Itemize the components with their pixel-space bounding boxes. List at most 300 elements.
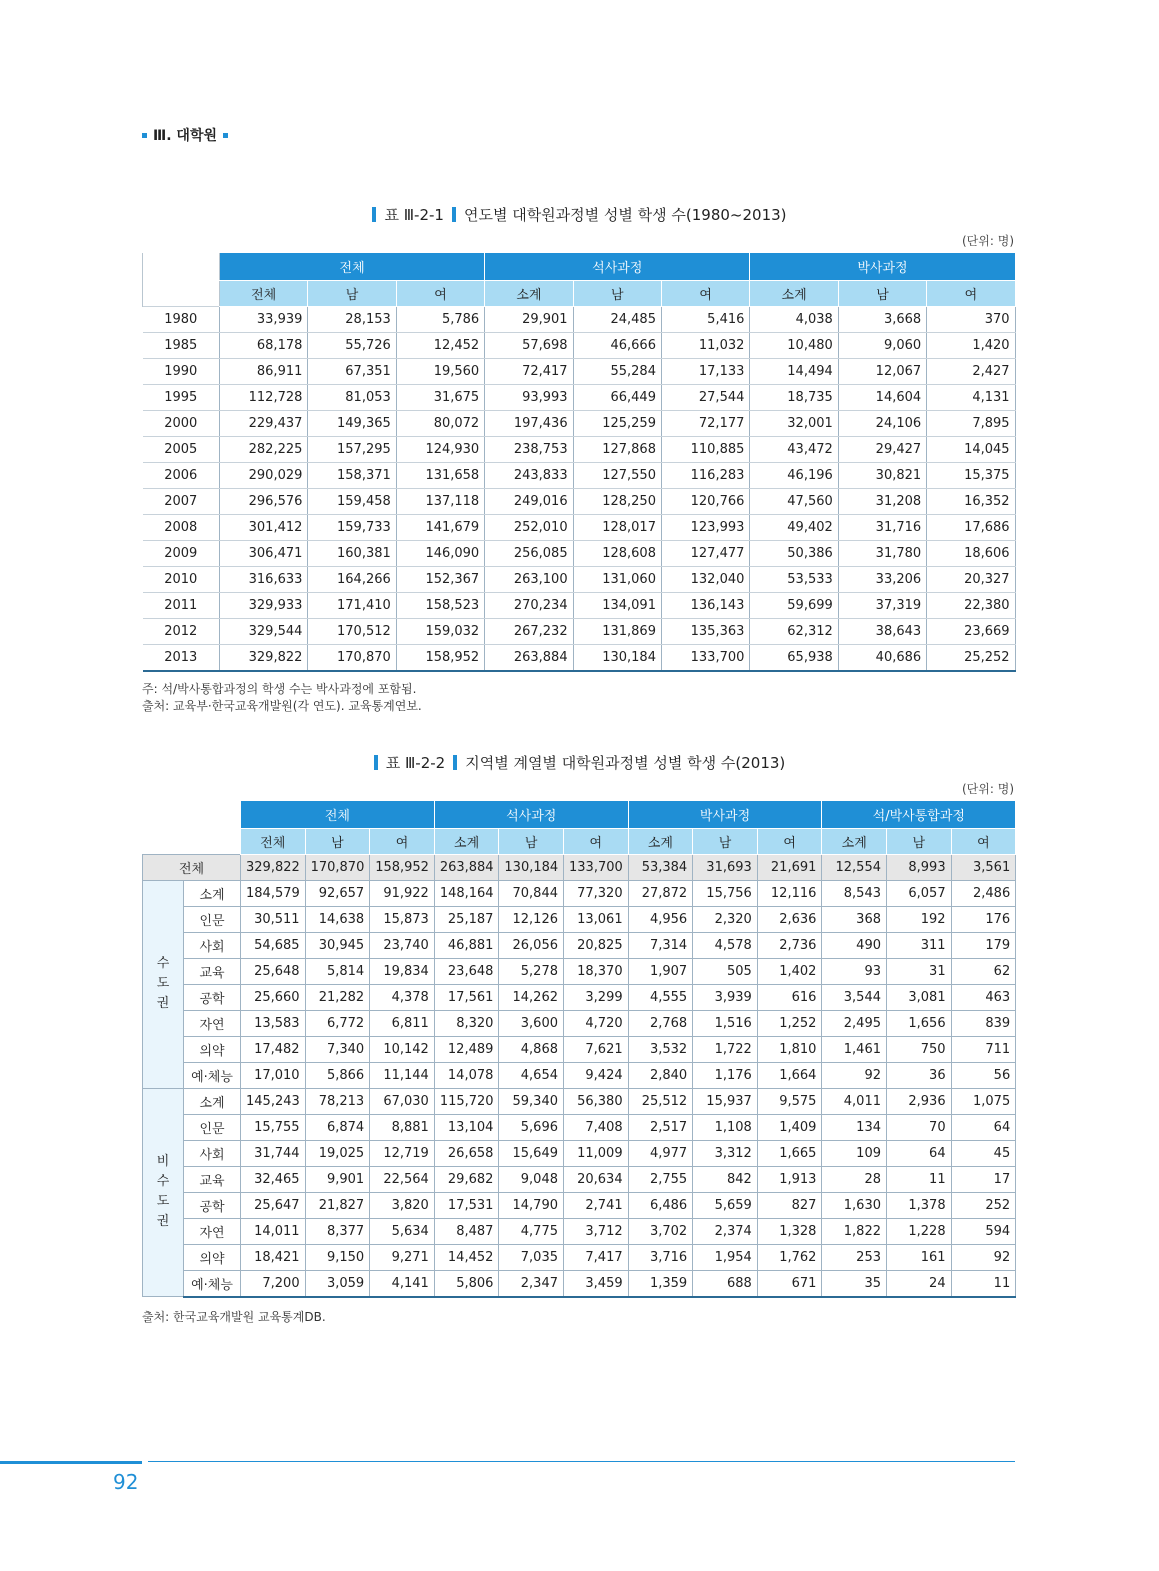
table-row <box>143 1140 1016 1166</box>
value-cell: 6,772 <box>305 1010 370 1036</box>
value-cell: 29,682 <box>434 1166 499 1192</box>
value-cell: 91,922 <box>370 880 435 906</box>
value-cell: 12,116 <box>757 880 822 906</box>
value-cell: 22,564 <box>370 1166 435 1192</box>
value-cell: 3,312 <box>693 1140 758 1166</box>
table2-subheader: 여 <box>757 829 822 855</box>
value-cell: 159,458 <box>308 488 396 514</box>
value-cell: 290,029 <box>220 462 308 488</box>
value-cell: 3,702 <box>628 1218 693 1244</box>
value-cell: 23,648 <box>434 958 499 984</box>
value-cell: 31 <box>887 958 952 984</box>
value-cell: 3,544 <box>822 984 887 1010</box>
table1-subheader: 여 <box>396 281 484 307</box>
table2-subheader: 소계 <box>434 829 499 855</box>
value-cell: 59,699 <box>750 592 838 618</box>
value-cell: 17,482 <box>241 1036 306 1062</box>
table-row <box>143 984 1016 1010</box>
value-cell: 31,208 <box>838 488 926 514</box>
year-cell: 2009 <box>143 540 220 566</box>
value-cell: 2,374 <box>693 1218 758 1244</box>
value-cell: 316,633 <box>220 566 308 592</box>
value-cell: 3,716 <box>628 1244 693 1270</box>
table-row <box>143 436 1016 462</box>
caption-bar-icon <box>452 207 456 222</box>
table-row <box>143 1114 1016 1140</box>
table-row <box>143 306 1016 332</box>
value-cell: 8,320 <box>434 1010 499 1036</box>
field-label: 교육 <box>184 958 241 984</box>
value-cell: 267,232 <box>485 618 573 644</box>
value-cell: 1,402 <box>757 958 822 984</box>
table2-subheader: 여 <box>370 829 435 855</box>
value-cell: 282,225 <box>220 436 308 462</box>
value-cell: 5,814 <box>305 958 370 984</box>
value-cell: 26,056 <box>499 932 564 958</box>
table1-subheader: 남 <box>308 281 396 307</box>
section-header <box>142 125 228 145</box>
value-cell: 5,696 <box>499 1114 564 1140</box>
table1-group-header: 박사과정 <box>750 253 1015 281</box>
value-cell: 77,320 <box>564 880 629 906</box>
value-cell: 1,762 <box>757 1244 822 1270</box>
value-cell: 141,679 <box>396 514 484 540</box>
field-label: 자연 <box>184 1010 241 1036</box>
value-cell: 14,011 <box>241 1218 306 1244</box>
table-row <box>143 618 1016 644</box>
table1-corner <box>143 281 220 307</box>
value-cell: 505 <box>693 958 758 984</box>
value-cell: 164,266 <box>308 566 396 592</box>
value-cell: 6,057 <box>887 880 952 906</box>
value-cell: 2,486 <box>951 880 1016 906</box>
value-cell: 252 <box>951 1192 1016 1218</box>
value-cell: 47,560 <box>750 488 838 514</box>
value-cell: 8,487 <box>434 1218 499 1244</box>
value-cell: 9,060 <box>838 332 926 358</box>
value-cell: 243,833 <box>485 462 573 488</box>
value-cell: 46,196 <box>750 462 838 488</box>
table2-subheader: 남 <box>887 829 952 855</box>
row-label: 전체 <box>143 854 241 880</box>
table1-note-line: 주: 석/박사통합과정의 학생 수는 박사과정에 포함됨. <box>142 682 417 696</box>
table2-subheader: 소계 <box>628 829 693 855</box>
value-cell: 18,735 <box>750 384 838 410</box>
value-cell: 1,359 <box>628 1270 693 1297</box>
table1-subheader: 소계 <box>750 281 838 307</box>
value-cell: 135,363 <box>661 618 749 644</box>
region-label <box>143 880 184 1088</box>
value-cell: 124,930 <box>396 436 484 462</box>
square-bullet-icon <box>223 133 228 138</box>
value-cell: 263,884 <box>434 854 499 880</box>
table2-corner <box>143 829 241 855</box>
value-cell: 1,907 <box>628 958 693 984</box>
region-name: 비수도권 <box>156 1154 170 1230</box>
value-cell: 1,665 <box>757 1140 822 1166</box>
value-cell: 12,554 <box>822 854 887 880</box>
value-cell: 80,072 <box>396 410 484 436</box>
value-cell: 170,512 <box>308 618 396 644</box>
year-cell: 2000 <box>143 410 220 436</box>
table1-group-header: 석사과정 <box>485 253 750 281</box>
year-cell: 1980 <box>143 306 220 332</box>
table2-subheader: 여 <box>951 829 1016 855</box>
value-cell: 1,228 <box>887 1218 952 1244</box>
value-cell: 62 <box>951 958 1016 984</box>
value-cell: 1,075 <box>951 1088 1016 1114</box>
table-row <box>143 592 1016 618</box>
value-cell: 18,370 <box>564 958 629 984</box>
value-cell: 158,371 <box>308 462 396 488</box>
value-cell: 20,327 <box>927 566 1015 592</box>
table-row <box>143 1244 1016 1270</box>
value-cell: 9,424 <box>564 1062 629 1088</box>
year-cell: 2008 <box>143 514 220 540</box>
value-cell: 1,176 <box>693 1062 758 1088</box>
value-cell: 45 <box>951 1140 1016 1166</box>
value-cell: 14,078 <box>434 1062 499 1088</box>
value-cell: 306,471 <box>220 540 308 566</box>
year-cell: 1990 <box>143 358 220 384</box>
value-cell: 112,728 <box>220 384 308 410</box>
table-row <box>143 1192 1016 1218</box>
value-cell: 13,061 <box>564 906 629 932</box>
table2-note: 출처: 한국교육개발원 교육통계DB. <box>142 1310 326 1324</box>
table1-subheader: 전체 <box>220 281 308 307</box>
table2-subheader: 전체 <box>241 829 306 855</box>
page-number: 92 <box>113 1470 139 1494</box>
table1-unit: (단위: 명) <box>962 234 1014 248</box>
value-cell: 370 <box>927 306 1015 332</box>
value-cell: 4,775 <box>499 1218 564 1244</box>
region-name: 수도권 <box>156 956 170 1011</box>
value-cell: 31,780 <box>838 540 926 566</box>
value-cell: 2,936 <box>887 1088 952 1114</box>
caption-bar-icon <box>372 207 376 222</box>
value-cell: 1,913 <box>757 1166 822 1192</box>
value-cell: 13,104 <box>434 1114 499 1140</box>
value-cell: 2,741 <box>564 1192 629 1218</box>
table2 <box>142 800 1016 1298</box>
year-cell: 2010 <box>143 566 220 592</box>
value-cell: 4,011 <box>822 1088 887 1114</box>
value-cell: 17,686 <box>927 514 1015 540</box>
value-cell: 64 <box>887 1140 952 1166</box>
value-cell: 15,649 <box>499 1140 564 1166</box>
value-cell: 4,131 <box>927 384 1015 410</box>
value-cell: 70,844 <box>499 880 564 906</box>
value-cell: 15,375 <box>927 462 1015 488</box>
value-cell: 270,234 <box>485 592 573 618</box>
value-cell: 192 <box>887 906 952 932</box>
year-cell: 2012 <box>143 618 220 644</box>
value-cell: 29,427 <box>838 436 926 462</box>
value-cell: 53,384 <box>628 854 693 880</box>
value-cell: 134 <box>822 1114 887 1140</box>
value-cell: 125,259 <box>573 410 661 436</box>
value-cell: 134,091 <box>573 592 661 618</box>
value-cell: 160,381 <box>308 540 396 566</box>
value-cell: 10,142 <box>370 1036 435 1062</box>
field-label: 사회 <box>184 1140 241 1166</box>
table-row <box>143 644 1016 671</box>
value-cell: 4,868 <box>499 1036 564 1062</box>
value-cell: 36 <box>887 1062 952 1088</box>
value-cell: 12,719 <box>370 1140 435 1166</box>
value-cell: 59,340 <box>499 1088 564 1114</box>
value-cell: 7,200 <box>241 1270 306 1297</box>
value-cell: 750 <box>887 1036 952 1062</box>
value-cell: 127,868 <box>573 436 661 462</box>
table-row <box>143 488 1016 514</box>
value-cell: 68,178 <box>220 332 308 358</box>
value-cell: 368 <box>822 906 887 932</box>
table-row <box>143 1062 1016 1088</box>
value-cell: 14,638 <box>305 906 370 932</box>
table-row-total <box>143 854 1016 880</box>
value-cell: 1,630 <box>822 1192 887 1218</box>
value-cell: 9,048 <box>499 1166 564 1192</box>
value-cell: 17 <box>951 1166 1016 1192</box>
table-row <box>143 1218 1016 1244</box>
value-cell: 3,939 <box>693 984 758 1010</box>
table-row <box>143 540 1016 566</box>
value-cell: 6,874 <box>305 1114 370 1140</box>
value-cell: 8,377 <box>305 1218 370 1244</box>
table2-subheader: 남 <box>693 829 758 855</box>
value-cell: 2,427 <box>927 358 1015 384</box>
table1-subheader: 남 <box>573 281 661 307</box>
value-cell: 839 <box>951 1010 1016 1036</box>
value-cell: 31,744 <box>241 1140 306 1166</box>
value-cell: 18,421 <box>241 1244 306 1270</box>
value-cell: 24 <box>887 1270 952 1297</box>
value-cell: 15,755 <box>241 1114 306 1140</box>
value-cell: 12,489 <box>434 1036 499 1062</box>
value-cell: 67,030 <box>370 1088 435 1114</box>
table-row <box>143 358 1016 384</box>
table-row <box>143 332 1016 358</box>
value-cell: 7,408 <box>564 1114 629 1140</box>
field-label: 공학 <box>184 1192 241 1218</box>
value-cell: 252,010 <box>485 514 573 540</box>
table-row <box>143 462 1016 488</box>
value-cell: 25,512 <box>628 1088 693 1114</box>
value-cell: 131,658 <box>396 462 484 488</box>
value-cell: 29,901 <box>485 306 573 332</box>
value-cell: 136,143 <box>661 592 749 618</box>
value-cell: 1,252 <box>757 1010 822 1036</box>
value-cell: 17,133 <box>661 358 749 384</box>
value-cell: 40,686 <box>838 644 926 671</box>
value-cell: 2,755 <box>628 1166 693 1192</box>
value-cell: 301,412 <box>220 514 308 540</box>
value-cell: 32,465 <box>241 1166 306 1192</box>
value-cell: 253 <box>822 1244 887 1270</box>
value-cell: 1,328 <box>757 1218 822 1244</box>
value-cell: 30,945 <box>305 932 370 958</box>
value-cell: 842 <box>693 1166 758 1192</box>
value-cell: 133,700 <box>564 854 629 880</box>
value-cell: 46,881 <box>434 932 499 958</box>
table2-group-header: 박사과정 <box>628 801 822 829</box>
table2-subheader: 소계 <box>822 829 887 855</box>
table2-subheader: 남 <box>499 829 564 855</box>
table2-label: 표 Ⅲ-2-2 <box>385 754 446 772</box>
value-cell: 2,495 <box>822 1010 887 1036</box>
value-cell: 15,756 <box>693 880 758 906</box>
value-cell: 81,053 <box>308 384 396 410</box>
value-cell: 30,821 <box>838 462 926 488</box>
value-cell: 263,100 <box>485 566 573 592</box>
table2-corner <box>143 801 241 829</box>
value-cell: 25,252 <box>927 644 1015 671</box>
value-cell: 20,825 <box>564 932 629 958</box>
value-cell: 158,952 <box>396 644 484 671</box>
value-cell: 5,659 <box>693 1192 758 1218</box>
value-cell: 1,954 <box>693 1244 758 1270</box>
value-cell: 329,822 <box>220 644 308 671</box>
field-label: 예·체능 <box>184 1062 241 1088</box>
value-cell: 8,881 <box>370 1114 435 1140</box>
value-cell: 329,933 <box>220 592 308 618</box>
value-cell: 33,206 <box>838 566 926 592</box>
field-label: 교육 <box>184 1166 241 1192</box>
value-cell: 19,560 <box>396 358 484 384</box>
value-cell: 145,243 <box>241 1088 306 1114</box>
table1-corner <box>143 253 220 281</box>
footer-rule <box>148 1461 1015 1462</box>
section-title: Ⅲ. 대학원 <box>153 128 217 144</box>
field-label: 예·체능 <box>184 1270 241 1297</box>
value-cell: 120,766 <box>661 488 749 514</box>
table-row <box>143 566 1016 592</box>
value-cell: 4,141 <box>370 1270 435 1297</box>
table1 <box>142 252 1016 672</box>
value-cell: 65,938 <box>750 644 838 671</box>
value-cell: 1,656 <box>887 1010 952 1036</box>
value-cell: 14,494 <box>750 358 838 384</box>
value-cell: 827 <box>757 1192 822 1218</box>
value-cell: 19,025 <box>305 1140 370 1166</box>
table2-group-header: 석사과정 <box>434 801 628 829</box>
value-cell: 67,351 <box>308 358 396 384</box>
value-cell: 72,177 <box>661 410 749 436</box>
value-cell: 7,035 <box>499 1244 564 1270</box>
value-cell: 25,647 <box>241 1192 306 1218</box>
caption-bar-icon <box>374 755 378 770</box>
value-cell: 594 <box>951 1218 1016 1244</box>
value-cell: 3,081 <box>887 984 952 1010</box>
value-cell: 127,550 <box>573 462 661 488</box>
value-cell: 5,786 <box>396 306 484 332</box>
table-row <box>143 1088 1016 1114</box>
value-cell: 27,544 <box>661 384 749 410</box>
value-cell: 131,869 <box>573 618 661 644</box>
value-cell: 128,250 <box>573 488 661 514</box>
value-cell: 1,108 <box>693 1114 758 1140</box>
value-cell: 5,278 <box>499 958 564 984</box>
value-cell: 110,885 <box>661 436 749 462</box>
value-cell: 130,184 <box>499 854 564 880</box>
value-cell: 24,106 <box>838 410 926 436</box>
value-cell: 5,806 <box>434 1270 499 1297</box>
value-cell: 256,085 <box>485 540 573 566</box>
value-cell: 109 <box>822 1140 887 1166</box>
value-cell: 3,459 <box>564 1270 629 1297</box>
value-cell: 116,283 <box>661 462 749 488</box>
value-cell: 2,768 <box>628 1010 693 1036</box>
value-cell: 711 <box>951 1036 1016 1062</box>
value-cell: 28 <box>822 1166 887 1192</box>
value-cell: 3,561 <box>951 854 1016 880</box>
field-label: 자연 <box>184 1218 241 1244</box>
value-cell: 12,126 <box>499 906 564 932</box>
value-cell: 15,937 <box>693 1088 758 1114</box>
value-cell: 11 <box>951 1270 1016 1297</box>
value-cell: 23,740 <box>370 932 435 958</box>
value-cell: 3,600 <box>499 1010 564 1036</box>
value-cell: 56 <box>951 1062 1016 1088</box>
field-label: 의약 <box>184 1036 241 1062</box>
value-cell: 149,365 <box>308 410 396 436</box>
value-cell: 229,437 <box>220 410 308 436</box>
value-cell: 19,834 <box>370 958 435 984</box>
value-cell: 31,716 <box>838 514 926 540</box>
value-cell: 146,090 <box>396 540 484 566</box>
year-cell: 2011 <box>143 592 220 618</box>
value-cell: 92,657 <box>305 880 370 906</box>
value-cell: 329,822 <box>241 854 306 880</box>
value-cell: 37,319 <box>838 592 926 618</box>
table-row <box>143 932 1016 958</box>
year-cell: 2013 <box>143 644 220 671</box>
year-cell: 1995 <box>143 384 220 410</box>
value-cell: 20,634 <box>564 1166 629 1192</box>
field-label: 의약 <box>184 1244 241 1270</box>
value-cell: 4,578 <box>693 932 758 958</box>
field-label: 사회 <box>184 932 241 958</box>
value-cell: 43,472 <box>750 436 838 462</box>
value-cell: 490 <box>822 932 887 958</box>
value-cell: 1,420 <box>927 332 1015 358</box>
region-label <box>143 1088 184 1297</box>
value-cell: 4,378 <box>370 984 435 1010</box>
value-cell: 8,993 <box>887 854 952 880</box>
square-bullet-icon <box>142 133 147 138</box>
value-cell: 1,664 <box>757 1062 822 1088</box>
table2-subheader: 남 <box>305 829 370 855</box>
value-cell: 171,410 <box>308 592 396 618</box>
value-cell: 21,691 <box>757 854 822 880</box>
value-cell: 329,544 <box>220 618 308 644</box>
value-cell: 1,822 <box>822 1218 887 1244</box>
value-cell: 2,840 <box>628 1062 693 1088</box>
value-cell: 688 <box>693 1270 758 1297</box>
value-cell: 14,604 <box>838 384 926 410</box>
value-cell: 5,866 <box>305 1062 370 1088</box>
value-cell: 72,417 <box>485 358 573 384</box>
value-cell: 23,669 <box>927 618 1015 644</box>
value-cell: 17,010 <box>241 1062 306 1088</box>
value-cell: 3,668 <box>838 306 926 332</box>
value-cell: 130,184 <box>573 644 661 671</box>
field-label: 인문 <box>184 1114 241 1140</box>
value-cell: 14,790 <box>499 1192 564 1218</box>
value-cell: 159,032 <box>396 618 484 644</box>
value-cell: 21,282 <box>305 984 370 1010</box>
